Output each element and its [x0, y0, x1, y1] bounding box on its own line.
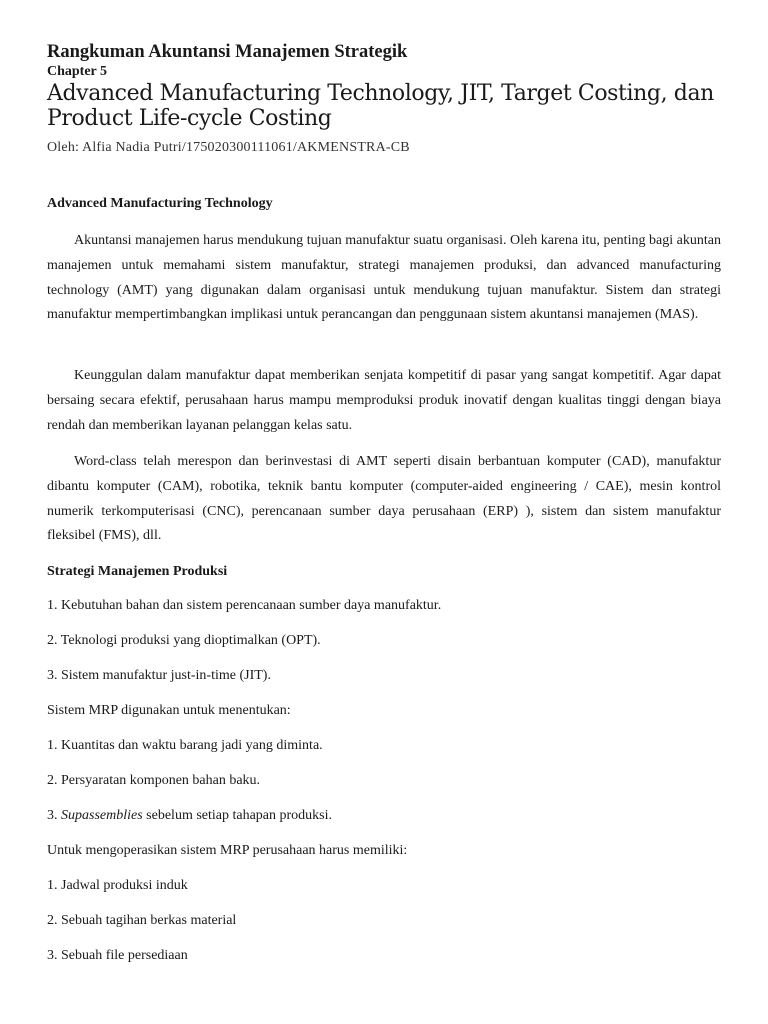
- list-item: [47, 808, 332, 824]
- paragraph-3: Word-class telah merespon dan berinvestasi di AMT seperti disain berbantuan komputer (CAD), manufaktur dibantu komputer (CAM), robotika, teknik bantu komputer (computer-aided engineering / CAE), mesin kontrol numerik terkomputerisasi (CNC), perencanaan sumber daya perusahaan (ERP) ), sistem dan sistem manufaktur fleksibel (FMS), dll.: [47, 454, 721, 544]
- main-title: Advanced Manufacturing Technology, JIT, Target Costing, dan Product Life-cycle Costing: [47, 81, 714, 131]
- chapter-label: Chapter 5: [47, 64, 108, 79]
- list-item: 1. Jadwal produksi induk: [47, 878, 188, 893]
- document-title: Rangkuman Akuntansi Manajemen Strategik: [47, 42, 408, 62]
- list-item: 1. Kuantitas dan waktu barang jadi yang diminta.: [47, 738, 323, 753]
- document-page: [47, 0, 721, 1024]
- paragraph-2: Keunggulan dalam manufaktur dapat memberikan senjata kompetitif di pasar yang sangat kompetitif. Agar dapat bersaing secara efektif, perusahaan harus mampu memproduksi produk inovatif dengan kualitas tinggi dengan biaya rendah dan memberikan layanan pelanggan kelas satu.: [47, 368, 721, 433]
- paragraph-1: Akuntansi manajemen harus mendukung tujuan manufaktur suatu organisasi. Oleh karena itu, penting bagi akuntan manajemen untuk memahami sistem manufaktur, strategi manajemen produksi, dan advanced manufacturing technology (AMT) yang digunakan dalam organisasi untuk mendukung tujuan manufaktur. Sistem dan strategi manufaktur mempertimbangkan implikasi untuk perancangan dan penggunaan sistem akuntansi manajemen (MAS).: [47, 233, 721, 323]
- mrp-intro-text: Sistem MRP digunakan untuk menentukan:: [47, 703, 291, 718]
- list-item: 2. Persyaratan komponen bahan baku.: [47, 773, 261, 788]
- list-item: 3. Sistem manufaktur just-in-time (JIT).: [47, 668, 271, 683]
- list-text: sebelum setiap tahapan produksi.: [142, 808, 333, 823]
- author-line: Oleh: Alfia Nadia Putri/175020300111061/AKMENSTRA-CB: [47, 140, 410, 155]
- section-heading-amt: Advanced Manufacturing Technology: [47, 196, 273, 211]
- emphasis-term: Supassemblies: [61, 808, 143, 823]
- list-item: 2. Teknologi produksi yang dioptimalkan (OPT).: [47, 633, 321, 648]
- list-number: 3.: [47, 808, 61, 823]
- list-item: 3. Sebuah file persediaan: [47, 948, 188, 963]
- mrp-ops-intro-text: Untuk mengoperasikan sistem MRP perusahaan harus memiliki:: [47, 843, 408, 858]
- list-item: 2. Sebuah tagihan berkas material: [47, 913, 237, 928]
- list-item: 1. Kebutuhan bahan dan sistem perencanaan sumber daya manufaktur.: [47, 598, 442, 613]
- section-heading-strategi: Strategi Manajemen Produksi: [47, 564, 228, 579]
